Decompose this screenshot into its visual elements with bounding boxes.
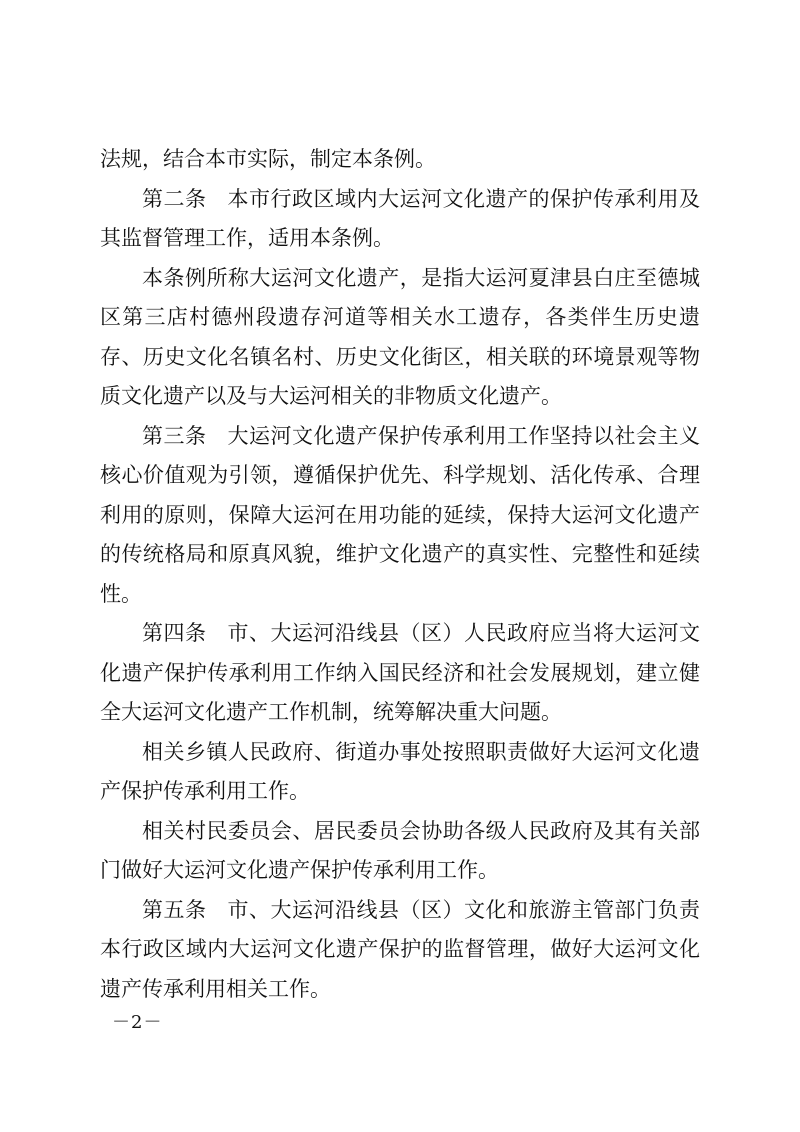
paragraph-continuation [100,140,700,180]
paragraph-text: 本市行政区域内大运河文化遗产的保护传承利用及其监督管理工作，适用本条例。 [100,186,700,250]
article-5-paragraph [100,891,700,1010]
paragraph-text: 市、大运河沿线县（区）文化和旅游主管部门负责本行政区域内大运河文化遗产保护的监督管理，做好大运河文化遗产传承利用相关工作。 [100,897,700,1001]
article-3-paragraph [100,417,700,615]
article-4-township-paragraph [100,733,700,812]
article-2-definition-paragraph [100,259,700,417]
paragraph-text: 相关村民委员会、居民委员会协助各级人民政府及其有关部门做好大运河文化遗产保护传承利用工作。 [100,818,700,882]
paragraph-text: 市、大运河沿线县（区）人民政府应当将大运河文化遗产保护传承利用工作纳入国民经济和社会发展规划，建立健全大运河文化遗产工作机制，统筹解决重大问题。 [100,621,700,724]
article-label: 第四条 [142,621,207,645]
page-number: －2－ [112,1012,163,1033]
document-body [100,140,700,1009]
article-label: 第三条 [142,423,207,448]
article-label: 第五条 [142,897,207,922]
article-label: 第二条 [142,186,207,211]
article-2-paragraph [100,180,700,259]
paragraph-text: 本条例所称大运河文化遗产，是指大运河夏津县白庄至德城区第三店村德州段遗存河道等相关水工遗存，各类伴生历史遗存、历史文化名镇名村、历史文化街区，相关联的环境景观等物质文化遗产以及与大运河相关的非物质文化遗产。 [100,265,700,408]
article-4-committee-paragraph [100,812,700,891]
paragraph-text: 大运河文化遗产保护传承利用工作坚持以社会主义核心价值观为引领，遵循保护优先、科学规划、活化传承、合理利用的原则，保障大运河在用功能的延续，保持大运河文化遗产的传统格局和原真风貌，维护文化遗产的真实性、完整性和延续性。 [100,423,700,606]
paragraph-text: 相关乡镇人民政府、街道办事处按照职责做好大运河文化遗产保护传承利用工作。 [100,739,700,803]
paragraph-text: 法规，结合本市实际，制定本条例。 [100,147,436,171]
article-4-paragraph [100,614,700,733]
